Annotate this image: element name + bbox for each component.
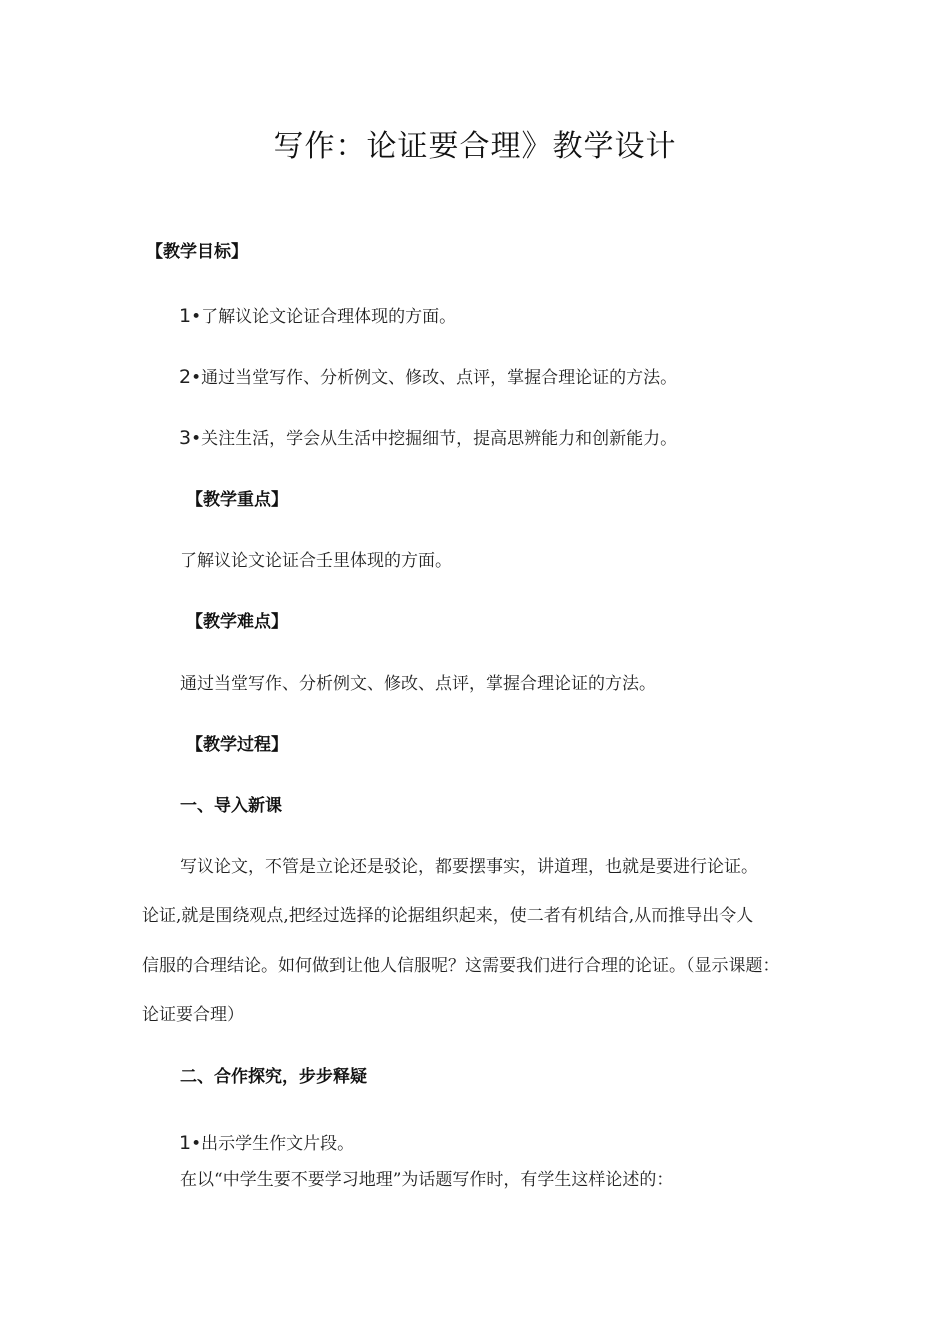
paragraph-line: 信服的合理结论。如何做到让他人信服呢？这需要我们进行合理的论证。（显示课题： bbox=[142, 956, 780, 976]
section-2-intro: 在以“中学生要不要学习地理”为话题写作时，有学生这样论述的： bbox=[180, 1170, 674, 1190]
paragraph-line: 写议论文，不管是立论还是驳论，都要摆事实，讲道理，也就是要进行论证。 bbox=[180, 857, 758, 877]
objective-number: 2 bbox=[179, 366, 192, 388]
difficulty-heading: 【教学难点】 bbox=[186, 612, 288, 632]
objective-item-2 bbox=[179, 368, 677, 387]
item-text: •出示学生作文片段。 bbox=[191, 1134, 355, 1154]
objective-number: 1 bbox=[179, 305, 192, 327]
objective-number: 3 bbox=[179, 427, 192, 449]
key-point-text: 了解议论文论证合壬里体现的方面。 bbox=[180, 551, 452, 571]
objective-item-1 bbox=[179, 307, 456, 326]
difficulty-text: 通过当堂写作、分析例文、修改、点评，掌握合理论证的方法。 bbox=[180, 674, 656, 694]
process-heading: 【教学过程】 bbox=[186, 735, 288, 755]
section-1-heading: 一、导入新课 bbox=[180, 796, 282, 816]
key-point-heading: 【教学重点】 bbox=[186, 490, 288, 510]
objective-item-3 bbox=[179, 429, 677, 448]
paragraph-line: 论证,就是围绕观点,把经过选择的论据组织起来，使二者有机结合,从而推导出令人 bbox=[142, 906, 754, 926]
objective-text: •关注生活，学会从生活中挖掘细节，提高思辨能力和创新能力。 bbox=[191, 429, 678, 449]
section-2-item-1 bbox=[179, 1134, 354, 1153]
section-2-heading: 二、合作探究，步步释疑 bbox=[180, 1067, 367, 1087]
objectives-heading: 【教学目标】 bbox=[146, 242, 248, 262]
document-title: 写作：论证要合理》教学设计 bbox=[273, 129, 677, 164]
objective-text: •了解议论文论证合理体现的方面。 bbox=[191, 307, 457, 327]
item-number: 1 bbox=[179, 1132, 192, 1154]
paragraph-line: 论证要合理） bbox=[142, 1005, 244, 1025]
objective-text: •通过当堂写作、分析例文、修改、点评，掌握合理论证的方法。 bbox=[191, 368, 678, 388]
